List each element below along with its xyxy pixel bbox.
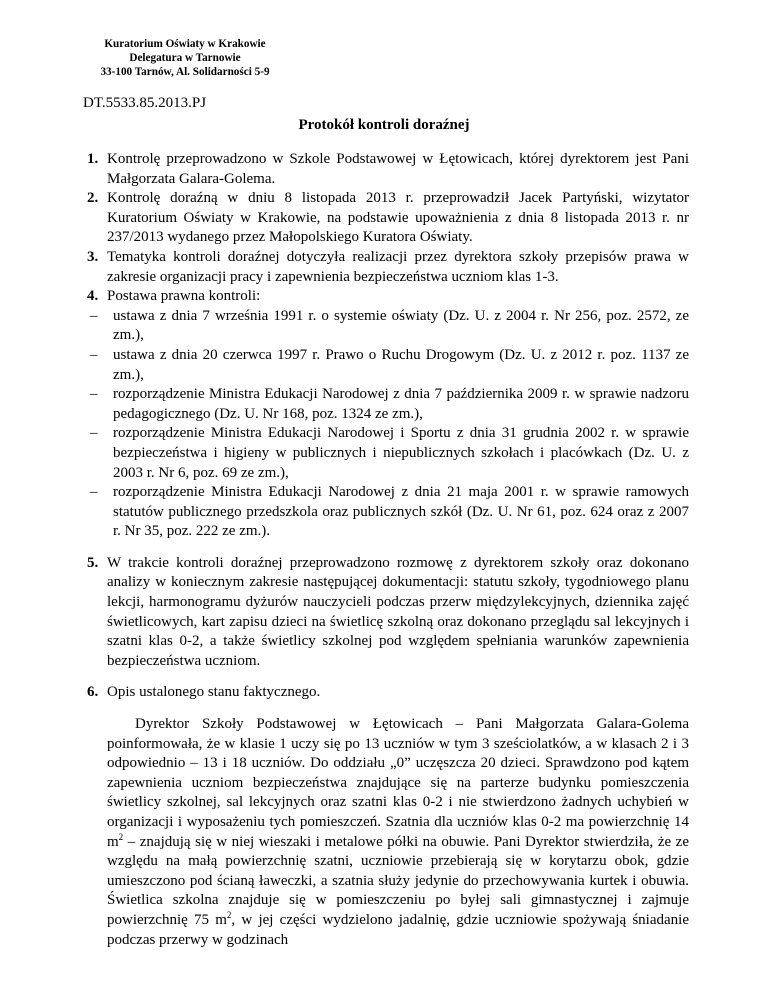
list-item-text: rozporządzenie Ministra Edukacji Narodowej z dnia 21 maja 2001 r. w sprawie ramowych statutów publicznego przedszkola oraz publicznych szkół (Dz. U. Nr 61, poz. 624 oraz z 2007 r. Nr 35, poz. 222 ze zm.).: [113, 484, 689, 540]
list-item-text: ustawa z dnia 7 września 1991 r. o systemie oświaty (Dz. U. z 2004 r. Nr 256, poz. 2572, ze zm.),: [113, 307, 689, 344]
dash-bullet: –: [90, 484, 98, 501]
list-item-text: rozporządzenie Ministra Edukacji Narodowej i Sportu z dnia 31 grudnia 2002 r. w sprawie bezpieczeństwa i higieny w publicznych i niepublicznych szkołach i placówkach (Dz. U. z 2003 r. Nr 6, poz. 69 ze zm.),: [113, 425, 689, 481]
list-item-text: ustawa z dnia 20 czerwca 1997 r. Prawo o Ruchu Drogowym (Dz. U. z 2012 r. poz. 1137 ze zm.),: [113, 346, 689, 383]
paragraph-text-2: – znajdują się w niej wieszaki i metalowe półki na obuwie. Pani Dyrektor stwierdziła, że ze względu na małą powierzchnię szatni, uczniowie przebierają się w korytarzu obok, gdzie umieszczono pod ścianą ławeczki, a szatnia służy jedynie do przechowywania kurtek i obuwia. Świetlica szkolna znajduje się w pomieszczeniu po byłej sali gimnastycznej i zajmuje powierzchnię 75 m: [107, 833, 689, 928]
item-text: Opis ustalonego stanu faktycznego.: [107, 684, 321, 701]
item-text: Kontrolę doraźną w dniu 8 listopada 2013 r. przeprowadził Jacek Partyński, wizytator Kuratorium Oświaty w Krakowie, na podstawie upoważnienia z dnia 8 listopada 2013 r. nr 237/2013 wydanego przez Małopolskiego Kuratora Oświaty.: [107, 190, 689, 246]
superscript-2: 2: [226, 909, 232, 920]
dash-bullet: –: [90, 386, 98, 403]
reference-number: DT.5533.85.2013.PJ: [83, 95, 207, 111]
paragraph-text-3: , w jej części wydzielono jadalnię, gdzie uczniowie spożywają śniadanie podczas przerwy w godzinach: [107, 911, 689, 948]
legal-basis-list: [87, 307, 689, 542]
numbered-item-1: [87, 150, 689, 189]
paragraph-text-1: Dyrektor Szkoły Podstawowej w Łętowicach – Pani Małgorzata Galara-Golema poinformowała, że w klasie 1 uczy się po 13 uczniów w tym 3 sześciolatków, a w klasach 2 i 3 odpowiednio – 13 i 18 uczniów. Do oddziału „0” uczęszcza 20 dzieci. Sprawdzono pod kątem zapewnienia uczniom bezpieczeństwa znajdujące się na parterze budynku pomieszczenia świetlicy szkolnej, sal lekcyjnych oraz szatni klas 0-2 i nie stwierdzono żadnych uchybień w organizacji i wyposażeniu tych pomieszczeń. Szatnia dla uczniów klas 0-2 ma powierzchnię 14 m: [107, 716, 689, 850]
list-item: [87, 483, 689, 542]
numbered-item-6: [87, 683, 689, 703]
numbered-item-2: [87, 189, 689, 248]
document-title: Protokół kontroli doraźnej: [298, 117, 470, 133]
item-number: 5.: [87, 554, 99, 571]
facts-paragraph: [87, 715, 689, 950]
item-number: 3.: [87, 248, 99, 265]
list-item: [87, 424, 689, 483]
header-line-3: 33-100 Tarnów, Al. Solidarności 5-9: [100, 66, 270, 78]
dash-bullet: –: [90, 425, 98, 442]
numbered-item-5: [87, 554, 689, 672]
item-number: 2.: [87, 190, 99, 207]
item-text: W trakcie kontroli doraźnej przeprowadzono rozmowę z dyrektorem szkoły oraz dokonano analizy w koniecznym zakresie następującej dokumentacji: statutu szkoły, tygodniowego planu lekcji, harmonogramu dyżurów nauczycieli podczas przerw międzylekcyjnych, dziennika zajęć świetlicowych, kart zapisu dzieci na świetlicę szkolną oraz dokonano przeglądu sal lekcyjnych i szatni klas 0-2, a także świetlicy szkolnej pod względem spełniania warunków zapewnienia bezpieczeństwa uczniom.: [107, 554, 689, 669]
list-item: [87, 307, 689, 346]
superscript-2: 2: [118, 831, 124, 842]
numbered-item-3: [87, 248, 689, 287]
list-item-text: rozporządzenie Ministra Edukacji Narodowej z dnia 7 października 2009 r. w sprawie nadzoru pedagogicznego (Dz. U. Nr 168, poz. 1324 ze zm.),: [113, 386, 689, 422]
dash-bullet: –: [90, 346, 98, 363]
header-line-1: Kuratorium Oświaty w Krakowie: [104, 38, 266, 50]
item-number: 1.: [87, 151, 99, 167]
dash-bullet: –: [90, 307, 98, 324]
item-text: Kontrolę przeprowadzono w Szkole Podstawowej w Łętowicach, której dyrektorem jest Pani Małgorzata Galara-Golema.: [107, 151, 689, 187]
item-number: 6.: [87, 684, 99, 701]
item-number: 4.: [87, 288, 99, 305]
list-item: [87, 346, 689, 385]
institution-header: [80, 37, 290, 79]
document-body: [87, 150, 689, 950]
header-line-2: Delegatura w Tarnowie: [129, 52, 241, 64]
list-item: [87, 385, 689, 424]
item-text: Postawa prawna kontroli:: [107, 288, 261, 305]
numbered-item-4: [87, 287, 689, 307]
item-text: Tematyka kontroli doraźnej dotyczyła realizacji przez dyrektora szkoły przepisów prawa w zakresie organizacji pracy i zapewnienia bezpieczeństwa uczniom klas 1-3.: [107, 248, 689, 285]
